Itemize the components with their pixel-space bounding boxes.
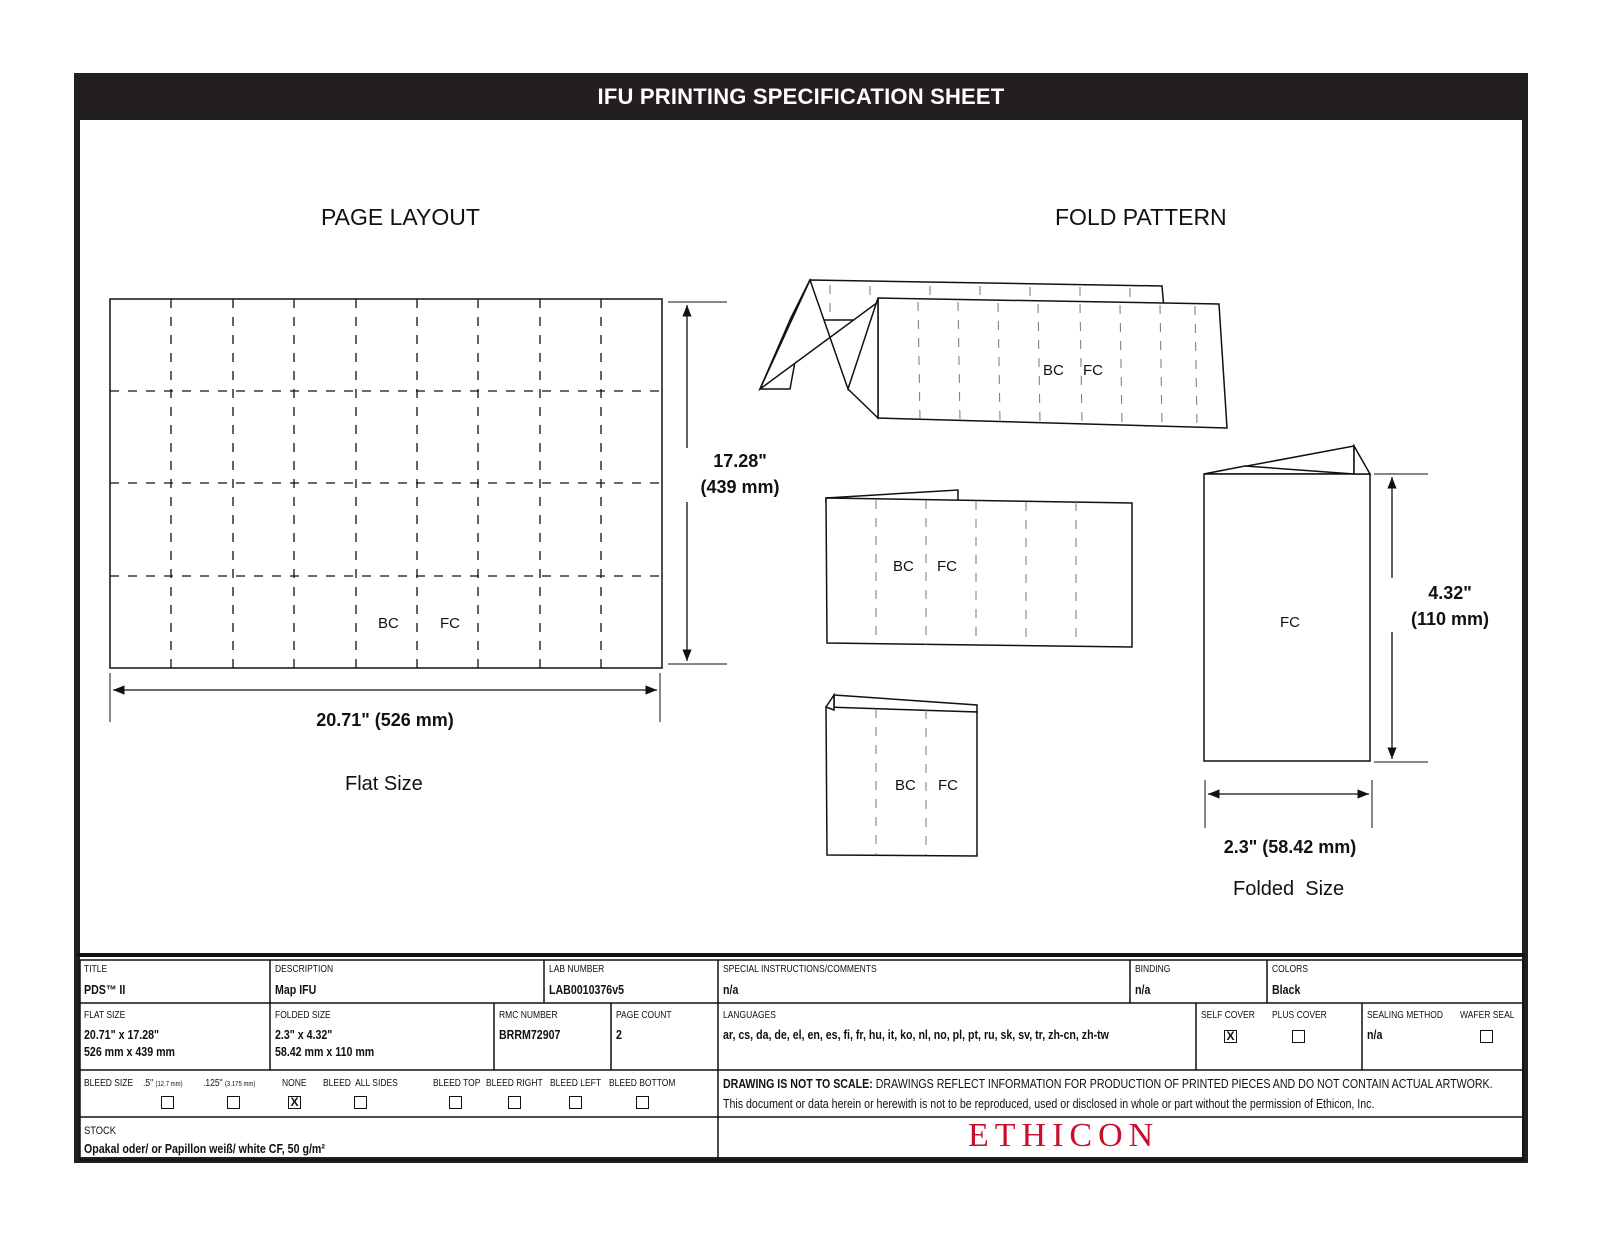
flat-width-dimension: 20.71" (526 mm) [316, 710, 454, 730]
bleed-left-checkbox[interactable] [569, 1096, 582, 1109]
small-fold-diagram [826, 695, 977, 856]
binding-label: BINDING [1135, 964, 1171, 975]
sheet-title: IFU PRINTING SPECIFICATION SHEET [597, 83, 1005, 109]
final-fold-diagram [1204, 446, 1370, 761]
special-instructions-label: SPECIAL INSTRUCTIONS/COMMENTS [723, 964, 877, 975]
description-cell [275, 964, 343, 999]
flat-height-mm: (439 mm) [700, 477, 780, 497]
bleed-opt1-label [143, 1078, 183, 1091]
fold-pattern-title: FOLD PATTERN [1055, 204, 1227, 230]
notice-line-1 [723, 1074, 1493, 1094]
wafer-seal-checkbox[interactable] [1480, 1030, 1493, 1043]
bleed-none-checkbox[interactable]: X [288, 1096, 301, 1109]
languages-value: ar, cs, da, de, el, en, es, fi, fr, hu, it, ko, nl, no, pl, pt, ru, sk, sv, tr, zh-cn, zh-tw [723, 1028, 1109, 1042]
languages-cell [723, 1010, 1177, 1044]
flat-size-cell [84, 1010, 191, 1061]
page-count-value: 2 [616, 1028, 622, 1042]
stock-label: STOCK [84, 1125, 117, 1137]
bleed-right-checkbox[interactable] [508, 1096, 521, 1109]
self-cover-label: SELF COVER [1201, 1010, 1255, 1021]
bleed-opt1-checkbox[interactable] [161, 1096, 174, 1109]
bleed-right-label: BLEED RIGHT [486, 1078, 543, 1089]
halffold-fc-label: FC [937, 558, 957, 575]
folded-size-value-in: 2.3" x 4.32" [275, 1028, 333, 1042]
bleed-bottom-checkbox[interactable] [636, 1096, 649, 1109]
lab-number-cell [549, 964, 637, 999]
wafer-seal-label: WAFER SEAL [1460, 1010, 1515, 1021]
final-fc-label: FC [1280, 614, 1300, 631]
languages-label: LANGUAGES [723, 1010, 776, 1021]
page-layout-title: PAGE LAYOUT [321, 204, 480, 230]
title-value: PDS™ II [84, 983, 126, 997]
bleed-none-label: NONE [282, 1078, 307, 1089]
self-cover-cell [1201, 1010, 1264, 1022]
bleed-bottom-label: BLEED BOTTOM [609, 1078, 676, 1089]
wafer-seal-cell [1460, 1010, 1524, 1022]
description-value: Map IFU [275, 983, 317, 997]
folded-size-label: FOLDED SIZE [275, 1010, 331, 1021]
plus-cover-label: PLUS COVER [1272, 1010, 1327, 1021]
bleed-size-label: BLEED SIZE [84, 1078, 134, 1089]
folded-width-dimension: 2.3" (58.42 mm) [1223, 837, 1357, 857]
special-instructions-value: n/a [723, 983, 739, 997]
bleed-opt2-label [203, 1078, 255, 1091]
lab-number-value: LAB0010376v5 [549, 983, 625, 997]
folded-height-dimension [1400, 580, 1500, 632]
rmc-number-label: RMC NUMBER [499, 1010, 558, 1021]
flat-size-value-mm: 526 mm x 439 mm [84, 1045, 175, 1059]
bleed-opt2-value: .125" [203, 1078, 223, 1089]
sealing-method-cell [1367, 1010, 1456, 1044]
binding-cell [1135, 964, 1177, 999]
rmc-number-cell [499, 1010, 571, 1044]
folded-size-caption: Folded Size [1233, 878, 1345, 900]
smallfold-fc-label: FC [938, 777, 958, 794]
special-instructions-cell [723, 964, 904, 999]
notice-line-2: This document or data herein or herewith is not to be reproduced, used or disclosed in whole or part without the permission of Ethicon, Inc. [723, 1097, 1375, 1111]
sealing-method-value: n/a [1367, 1028, 1383, 1042]
stock-value: Opakal oder/ or Papillon weiß/ white CF, 50 g/m² [84, 1142, 325, 1156]
flat-size-value-in: 20.71" x 17.28" [84, 1028, 160, 1042]
colors-label: COLORS [1272, 964, 1308, 975]
binding-value: n/a [1135, 983, 1151, 997]
smallfold-bc-label: BC [895, 777, 916, 794]
flat-size-caption: Flat Size [345, 773, 423, 795]
flat-fc-label: FC [440, 615, 460, 632]
bleed-top-checkbox[interactable] [449, 1096, 462, 1109]
bleed-left-label: BLEED LEFT [550, 1078, 602, 1089]
flat-height-dimension [688, 448, 792, 500]
folded-height-in: 4.32" [1428, 583, 1472, 603]
bleed-all-sides-label: BLEED ALL SIDES [323, 1078, 398, 1089]
folded-height-mm: (110 mm) [1410, 609, 1490, 629]
plus-cover-checkbox[interactable] [1292, 1030, 1305, 1043]
lab-number-label: LAB NUMBER [549, 964, 605, 975]
flat-sheet-diagram [110, 299, 727, 722]
self-cover-checkbox[interactable]: X [1224, 1030, 1237, 1043]
ethicon-logo: ETHICON [968, 1117, 1160, 1154]
plus-cover-cell [1272, 1010, 1336, 1022]
sealing-method-label: SEALING METHOD [1367, 1010, 1444, 1021]
flat-height-in: 17.28" [713, 451, 767, 471]
notice-rest: DRAWINGS REFLECT INFORMATION FOR PRODUCTION OF PRINTED PIECES AND DO NOT CONTAIN ACTUAL ARTWORK. [872, 1077, 1493, 1091]
half-fold-diagram [826, 490, 1132, 647]
folded-size-value-mm: 58.42 mm x 110 mm [275, 1045, 375, 1059]
bleed-opt1-value: .5" [143, 1078, 154, 1089]
bleed-all-sides-checkbox[interactable] [354, 1096, 367, 1109]
colors-cell [1272, 964, 1314, 999]
bleed-opt2-checkbox[interactable] [227, 1096, 240, 1109]
flat-size-label: FLAT SIZE [84, 1010, 126, 1021]
notice-bold: DRAWING IS NOT TO SCALE: [723, 1077, 873, 1091]
page-count-label: PAGE COUNT [616, 1010, 672, 1021]
halffold-bc-label: BC [893, 558, 914, 575]
flat-bc-label: BC [378, 615, 399, 632]
folded-size-cell [275, 1010, 392, 1061]
description-label: DESCRIPTION [275, 964, 334, 975]
stock-cell [84, 1125, 367, 1158]
flat-fold-lines [110, 299, 662, 668]
accordion-fc-label: FC [1083, 362, 1103, 379]
colors-value: Black [1272, 983, 1301, 997]
rmc-number-value: BRRM72907 [499, 1028, 561, 1042]
bleed-opt1-mm: (12.7 mm) [155, 1081, 183, 1088]
title-label: TITLE [84, 964, 108, 975]
page-count-cell [616, 1010, 681, 1044]
accordion-fold-diagram [760, 280, 1227, 428]
bleed-opt2-mm: (3.175 mm) [224, 1081, 256, 1088]
bleed-top-label: BLEED TOP [433, 1078, 481, 1089]
title-cell [84, 964, 133, 999]
accordion-bc-label: BC [1043, 362, 1064, 379]
notice-block [723, 1074, 1600, 1114]
